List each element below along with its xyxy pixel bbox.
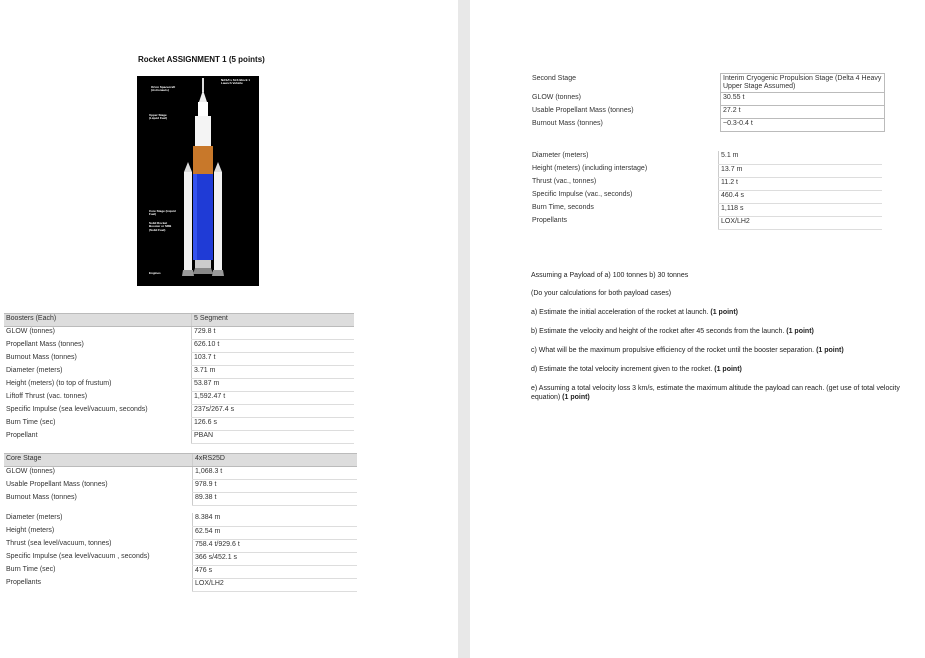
row-value: LOX/LH2 [719, 216, 883, 229]
row-label: Second Stage [532, 74, 576, 82]
table-row [530, 93, 885, 106]
table-row [4, 431, 354, 444]
label-core-stage: Core Stage (Liquid Fuel) [149, 209, 176, 217]
table-row [4, 392, 354, 405]
row-label: Specific Impulse (vac., seconds) [532, 191, 633, 198]
row-label: Propellant Mass (tonnes) [6, 340, 84, 348]
table-row [530, 151, 882, 164]
row-value: 476 s [193, 565, 358, 578]
row-value: 5.1 m [719, 151, 883, 164]
question-e: e) Assuming a total velocity loss 3 km/s, estimate the maximum altitude the payload can reach. (get use of total velocity equation) (1 point) [531, 385, 900, 401]
row-label: GLOW (tonnes) [6, 328, 56, 335]
table-row [4, 454, 357, 467]
question-a: a) Estimate the initial acceleration of the rocket at launch. (1 point) [531, 309, 738, 316]
row-value: 53.87 m [192, 379, 355, 392]
row-value: 30.55 t [721, 93, 885, 106]
row-value: 729.8 t [192, 327, 355, 340]
row-value: 13.7 m [719, 164, 883, 177]
rocket-diagram [137, 76, 259, 286]
row-value: PBAN [192, 431, 355, 444]
row-value: 237s/267.4 s [192, 405, 355, 418]
row-value: 27.2 t [721, 106, 885, 119]
row-label: Liftoff Thrust (vac. tonnes) [6, 392, 88, 400]
table-row [4, 379, 354, 392]
row-value: 62.54 m [193, 526, 358, 539]
table-row [4, 526, 357, 539]
row-label: Diameter (meters) [6, 366, 63, 374]
row-label: Burnout Mass (tonnes) [6, 493, 77, 501]
row-value: 626.10 t [192, 340, 355, 353]
assignment-title: Rocket ASSIGNMENT 1 (5 points) [138, 55, 265, 64]
core-stage-table-2 [4, 513, 357, 592]
row-label: Propellants [532, 217, 568, 224]
row-label: Boosters (Each) [4, 314, 192, 327]
row-label: GLOW (tonnes) [6, 468, 56, 475]
core-stage-table [4, 453, 357, 506]
table-row [530, 216, 882, 229]
row-label: Burnout Mass (tonnes) [6, 353, 77, 361]
row-label: Height (meters) (to top of frustum) [6, 379, 112, 387]
table-row [4, 366, 354, 379]
row-value: ~0.3-0.4 t [721, 119, 885, 132]
row-value: 5 Segment [192, 314, 355, 327]
row-label: Usable Propellant Mass (tonnes) [6, 480, 108, 488]
row-value: LOX/LH2 [193, 578, 358, 591]
table-row [4, 418, 354, 431]
row-label: Diameter (meters) [532, 152, 589, 159]
table-row [530, 164, 882, 177]
table-row [4, 552, 357, 565]
table-row [530, 177, 882, 190]
row-value: 1,068.3 t [193, 467, 358, 480]
table-row [530, 203, 882, 216]
table-row [530, 74, 885, 93]
row-label: Specific Impulse (sea level/vacuum , seconds) [6, 553, 150, 560]
row-label: Height (meters) (including interstage) [532, 165, 648, 172]
row-label: GLOW (tonnes) [532, 93, 582, 101]
row-label: Burnout Mass (tonnes) [532, 119, 603, 127]
payload-note: (Do your calculations for both payload cases) [531, 290, 672, 297]
row-label: Core Stage [4, 454, 193, 467]
row-label: Burn Time, seconds [532, 204, 594, 211]
row-label: Propellant [6, 431, 38, 439]
row-label: Specific Impulse (sea level/vacuum, seconds) [6, 405, 148, 413]
row-value: 758.4 t/929.6 t [193, 539, 358, 552]
table-row [530, 106, 885, 119]
row-value: 103.7 t [192, 353, 355, 366]
second-stage-table-2 [530, 151, 882, 230]
label-vehicle: NASA's SLS Block 1 Launch Vehicle [221, 78, 251, 86]
boosters-table [4, 313, 354, 444]
table-row [4, 578, 357, 591]
row-label: Height (meters) [6, 527, 55, 534]
payload-intro: Assuming a Payload of a) 100 tonnes b) 30 tonnes [531, 272, 689, 279]
row-label: Diameter (meters) [6, 514, 63, 521]
row-value: 978.9 t [193, 480, 358, 493]
row-value: 1,592.47 t [192, 392, 355, 405]
label-engines: Engines [149, 271, 161, 275]
table-row [530, 119, 885, 132]
table-row [4, 340, 354, 353]
label-booster: Solid Rocket Booster or SRB (Solid Fuel) [149, 221, 172, 232]
row-value: 3.71 m [192, 366, 355, 379]
table-row [4, 314, 354, 327]
table-row [4, 353, 354, 366]
question-c: c) What will be the maximum propulsive efficiency of the rocket until the booster separation. (1 point) [531, 347, 844, 354]
table-row [4, 405, 354, 418]
table-row [4, 565, 357, 578]
table-row [4, 467, 357, 480]
table-row [530, 190, 882, 203]
table-row [4, 327, 354, 340]
table-row [4, 480, 357, 493]
row-value: 460.4 s [719, 190, 883, 203]
table-row [4, 539, 357, 552]
row-label: Propellants [6, 579, 42, 586]
row-value: 8.384 m [193, 513, 358, 526]
row-value: 366 s/452.1 s [193, 552, 358, 565]
question-d: d) Estimate the total velocity increment given to the rocket. (1 point) [531, 366, 742, 373]
row-value: 89.38 t [193, 493, 358, 506]
row-value: 126.6 s [192, 418, 355, 431]
row-label: Usable Propellant Mass (tonnes) [532, 106, 634, 114]
label-upper-stage: Upper Stage (Liquid Fuel) [149, 113, 167, 121]
question-b: b) Estimate the velocity and height of the rocket after 45 seconds from the launch. (1 point) [531, 328, 814, 335]
row-label: Burn Time (sec) [6, 418, 56, 426]
page-left [0, 0, 458, 658]
row-value: 4xRS25D [193, 454, 358, 467]
row-label: Burn Time (sec) [6, 566, 56, 573]
second-stage-table [530, 73, 885, 132]
row-value: 1,118 s [719, 203, 883, 216]
table-row [4, 493, 357, 506]
row-value: 11.2 t [719, 177, 883, 190]
label-orion: Orion Spacecraft (Astronauts) [151, 85, 176, 93]
sls-rocket-image [137, 76, 259, 286]
table-row [4, 513, 357, 526]
row-label: Thrust (vac., tonnes) [532, 178, 597, 185]
row-label: Thrust (sea level/vacuum, tonnes) [6, 540, 112, 547]
row-value: Interim Cryogenic Propulsion Stage (Delta 4 Heavy Upper Stage Assumed) [721, 74, 885, 93]
